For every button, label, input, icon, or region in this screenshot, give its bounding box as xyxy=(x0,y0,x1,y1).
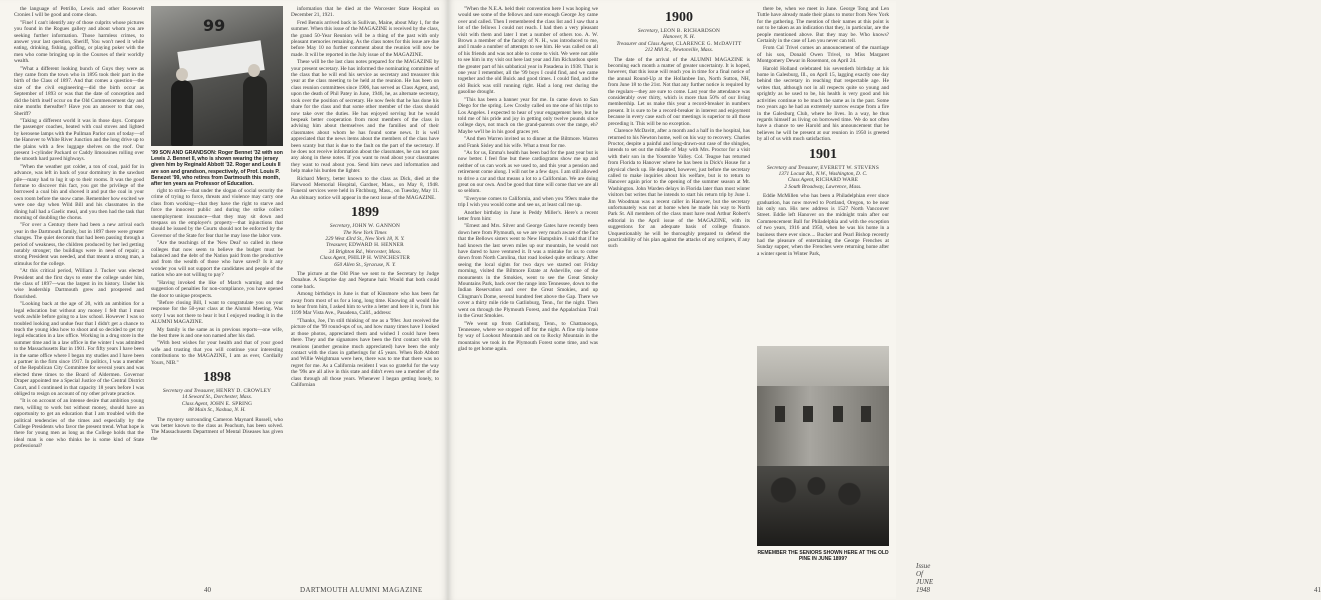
paragraph: "Taking a different world it was in those days. Compare the passenger coaches, heated with coal stoves and lighted by kerosene lamps with the Pullman Parlor cars of today—of the Hanover to White River Junction and the long drive up to the plains with a few luggage shelves on the roof. Our present 1-cylinder Packard or Caddy limousines rolling over the smooth hard paved highways. xyxy=(14,117,144,163)
paragraph: there be, when we meet in June. George Tong and Len Tuttle have already made their plans to motor from New York for the gathering. The mention of their names at this point is not to be taken as an indication that they, in particular, are the people mentioned above. But they may be. Who knows? Certainly in the case of Len you never can tell. xyxy=(757,6,889,45)
paragraph: "Everyone comes to California, and when you '99ers make the trip I wish you would come and see us, at least call me up. xyxy=(458,195,598,209)
class-year-heading-1899: 1899 xyxy=(351,205,379,221)
left-page xyxy=(0,0,448,600)
paragraph: the language of Petrillo, Lewis and other Roosevelt Cronies I will be good and come clean. xyxy=(14,6,144,19)
paragraph: Eddie McMillen who has been a Philadelphian ever since graduation, has now moved to Portland, Oregon, to be near his only son. His new address is 1527 North Vancouver Street. Eddie left Hanover on the midnight train after our Commencement Ball for Philadelphia and with the exception of two years, 1916 and 1950, when he was his home in a business there ever since.... Bucker and Pearl Bishop recently had the pleasure of entertaining the George Frenches at Sunday supper, when the Frenches were returning home after a winter spent in Winter Park, xyxy=(757,193,889,257)
paragraph: "Thanks, Joe, I'm still thinking of me as a '99er. Just received the picture of the '99 round-ups of us, and how many times have I looked at those photos, appreciated them and wished I could have been there. They and the signatures have been the first contact with the reunions (another genuine much appreciated) have been the only contact with the class in gatherings for 45 years. When Rob Abbott and Willie Weightman were here, there was to me that there was no regret for me. As a California resident I was so grateful for the way the '99s are all alive in this state and didn't even see a member of the class through all those years. Whenever I began getting lonely, to Californian xyxy=(291,317,439,388)
paragraph: "It is on account of an intense desire that ambition young men, willing to work but without money, should have an opportunity to get an education that I am troubled with the political tendencies of the times and especially by the College Presidents who favor the present trend. What hope is there for young men as long as the College holds that the ideal man is one who thinks he is some kind of State professional? xyxy=(14,398,144,450)
paragraph: "When the weather got colder, a ton of coal, paid for in advance, was left in back of your dormitory in the sawdust pile—many had to lug it up to their rooms. It was the good fortune to discover this fact, you got the privilege of the borrowed a coal bin and shoved it and put the coal in your own room before the snow came. Remember how excited we were one day when Wild Bill and his classmates in the dining hall had a Gaelic meal, and you then had the task that morning of doubling the chorus. xyxy=(14,163,144,221)
paragraph: "Ernest and Mrs. Silver and George Gates have recently been down here from Plymouth, so we are very much aware of the fact that the Bellows sisters went to New Hampshire. I said that if he had known the last seven miles up our mountain, he would not have dared to have ventured it. It was a mistake for us to come down from North Carolina, that road looked quite ordinary. After seeing the local sights for two days we started out Friday morning, visited the Biltmore Estate at Asheville, one of the monuments in the Smokies, went to see the Great Smoky Mountains Park, back over the range into Tennessee, down to the Indian Reservation and over the Great Smokies, and up Clingman's Dome, several hundred feet above the Gap. There we cover a thirty mile ride to Gatlinburg, Tenn., for the night. Then went on through the Plymouth Forest, and the Appalachian Trail in the Great Smokies. xyxy=(458,223,598,320)
class-officers-1899: Secretary, JOHN W. GANNON The New York Times 229 West 43rd St., New York 18, N. Y. Treasurer, EDWARD H. HENNER 34 Brighton Rd., Worcester, Mass. Class Agent, PHILIP H. WINCHESTER 650 Allen St., Syracuse, N. Y. xyxy=(319,223,411,268)
photo-window xyxy=(775,406,785,422)
class-year-heading-1900: 1900 xyxy=(665,10,693,25)
paragraph: "Are the teachings of the 'New Deal' so called in these colleges that now seem to believe the budget must be balanced and the debt of the Nation paid from the productive and from the wealth of those who have saved? Is it any wonder you will not support the candidates and people of the nation who are not willing to pay? xyxy=(151,240,283,279)
photo-figure xyxy=(243,76,267,146)
photo-window xyxy=(861,406,871,422)
photo-caption: '99 SON AND GRANDSON: Roger Bennet '32 with son Lewis J. Bennet II, who is shown wearing the jersey given him by Reginald Abbott '32. Roger and Louis II are son and grandson, respectively, of Prof. Louis P. Benezet '99, who retires from Dartmouth this month, after ten years as Professor of Education. xyxy=(151,150,283,188)
paragraph: "Before closing Bill, I want to congratulate you on your response for the 50-year class at the Alumni Meeting. Was sorry I was not there to hear it but I enjoyed reading it in the ALUMNI MAGAZINE. xyxy=(151,299,283,326)
paragraph: Among birthdays in June is that of Kinsmore who has been far away from most of us for a long, long time. Knowing all would like to hear from him, I asked him to write a letter and here it is, from his 1199 Mar Vista Ave., Pasadena, Calif., address: xyxy=(291,291,439,317)
paragraph: "This has been a banner year for me. In came down to San Diego for the spring. Lew Crosby called on me one of his trips to Los Angeles. I expected to hear of your engagement here, but he told me of his pride and joy in getting only twelve pounds since college days, not much on the grand-parents over the range, eh? Maybe we'll be in his good graces yet. xyxy=(458,96,598,135)
paragraph: Harold Holland celebrated his seventieth birthday at his home in Galesburg, Ill., on April 15, lagging exactly one day behind the secretary in reaching that respectable age. He writes that, although not in all respects quite so young and sprightly as he used to be, his health is very good and his activities continue to be much the same as in the past. Some two years ago he had an extremely narrow escape from a fire in the Galesburg Club, where he lives. In a way, he thus regards himself as living on borrowed time. We do not often have a chance to see Harold and his announcement that he believes he will be present at our reunion in 1950 is greeted by all of us with much satisfaction. xyxy=(757,65,889,143)
paragraph: "What a different looking bunch of Guys they were as they came from the town who in 1895 took their part in the birth of the Class of 1897. And that comes a question—the size of the civil engineering—did the birth occur as September of 1893 or was that the date of conception and did the birth itself occur on the Old Commencement day and nine months thereafter? Have you an answer to that one, Sheriff? xyxy=(14,65,144,117)
right-column-2 xyxy=(608,6,750,572)
paragraph: "At this critical period, William J. Tucker was elected President and the first days to enter the college under him, the class of 1897—was the largest in its history. Under his wise leadership Dartmouth grew and prospered and flourished. xyxy=(14,268,144,300)
paragraph: The date of the arrival of the ALUMNI MAGAZINE is becoming each month a matter of greater uncertainty. It is hoped, however, that this issue will reach you in time for a final notice of the annual Round-Up at the Hollanbee Inn, North Sutton, NH, from June 18 to the 21st. Not that any further notice is required by the regulars—they are sure to come. Last year the attendance was considerably over thirty, which is more than 50% of our living membership. Let us make this year a record-breaker in numbers present. It is sure to be a record-breaker in interest and enjoyment because in every case each of our meetings is superior to all those preceding it. This will be no exception. xyxy=(608,56,750,127)
paragraph: From Cal Trivel comes an announcement of the marriage of his son, Donald Owen Trivel, to Miss Margaret Montgomery Dewar in Rosemont, on April 24. xyxy=(757,45,889,65)
paragraph: Richard Merry, better known to the class as Dick, died at the Harwood Memorial Hospital, Gardner, Mass., on May 8, 1948. Funeral services were held in Fitchburg, Mass., on Tuesday, May 11. An obituary notice will appear in the next issue of the MAGAZINE. xyxy=(291,175,439,201)
paragraph: "Looking back at the age of 20, with an ambition for a legal education but without any money I felt that I must work awhile before going to a law school. However I was so troubled looking and undue fear that I didn't get a chance to teach the young idea how to shoot and so decided to get my legal education in a law office. Working in a drug store in the summer time and in a law office in the winter I was admitted to the Massachusetts Bar in 1901. For fifty years I have been in the same office where I began my studies and I have been a partner in the firm since 1917. In politics, I was a member of the Republican City Committee for several years and was elected three times to the Board of Aldermen. Governor Draper appointed me a Special Justice of the Central District Court, and I continued in that capacity 18 years before I was obliged to resign on account of my other private practice. xyxy=(14,301,144,397)
paragraph: "As for us, Emma's health has been bad for the past year but is now better. I feel fine but these cardiograms show me up and neither of us can work as we used to, and this year a pension and retirement come along. I will not be a few days. I am still allowed to drive a car and that means a lot to a Californian. We are doing great on our own. And be good that time will come that we are all so seldom. xyxy=(458,149,598,195)
left-column-1 xyxy=(14,6,144,572)
photo-crowd xyxy=(757,466,889,546)
class-officers-1901: Secretary and Treasurer, EVERETT W. STEVENS 1371 Locust Rd., N.W., Washington, D. C. Class Agent, RICHARD WARE 2 South Broadway, Lawrence, Mass. xyxy=(767,164,879,190)
right-column-1 xyxy=(458,6,598,572)
paragraph: The mystery surrounding Cameron Maynard Russell, who was better known to the class as Peachum, has been solved. The Massachusetts Department of Mental Diseases has given the xyxy=(151,416,283,442)
class-officers-1900: Secretary, LEON B. RICHARDSON Hanover, N. H. Treasurer and Class Agent, CLARENCE G. McDAVITT 212 Mill St., Newtonville, Mass. xyxy=(616,28,742,54)
paragraph: right to strike—that under the slogan of social security the crime of trying to force, threats and violence may carry one class from working—that they have the right to starve and force the innocent public and during the strike collect unemployment insurance—that they may sit down and trespass on the employer's property—that injunctions that should be issued by the Courts should not be enforced by the Governor of the State for fear that he may lose the labor vote. xyxy=(151,188,283,239)
photo-jersey-mark: 99 xyxy=(203,16,226,35)
photo-caption: REMEMBER THE SENIORS SHOWN HERE AT THE OLD PINE IN JUNE 1899? xyxy=(757,550,889,562)
old-pine-seniors-photo xyxy=(757,346,889,546)
paragraph: My family is the same as in previous reports—one wife, the best three is and one son named after his dad. xyxy=(151,326,283,339)
class-year-heading-1901: 1901 xyxy=(809,146,837,162)
paragraph: Another birthday in June is Peddy Miller's. Here's a recent letter from him: xyxy=(458,209,598,222)
page-number-right: 41 xyxy=(1314,586,1321,594)
photo-figure xyxy=(171,80,193,146)
paragraph: "When the N.E.A. held their convention here I was hoping we would see some of the fellows and sure enough George Joy came over and called. Then I remembered the class list and I saw that a lot of the fellows I could not reach. I had then a very pleasant visit with them and later I met a number of others too. A. W. Brown a member of the faculty of N. H., was introduced to me, and I made a number of attempts to see him. He was called on all of his friends and was not able to come to visit. We were not able to see him in my visit out here last year and Jim Richardson spent the greater part of his sabbatical year in Pasadena in 1938. That is one year I remember, all the '99 boys I could find, and we came together and the old Buick and good times. I could find, and the old Buick was still running right. Had a long rest during the gasoline drought. xyxy=(458,6,598,96)
class-year-heading-1898: 1898 xyxy=(203,369,231,385)
issue-date-footer: Issue Of JUNE 1948 xyxy=(916,562,934,594)
page-number-left: 40 xyxy=(204,586,211,594)
paragraph: "Fine! I can't identify any of those culprits whose pictures you found in the Rogues gallery and about whom you are seeking further information. Those harmless crimes, to answer your last question, Sheriff, You won't need it while eating, drinking, fishing, golfing, or playing poker with the men who come bringing up in the Courses of their worldly wealth. xyxy=(14,19,144,65)
photo-building xyxy=(757,386,889,476)
photo-window xyxy=(833,406,843,422)
left-column-3 xyxy=(291,6,439,572)
paragraph: "And then Warren invited us to dinner at the Biltmore. Warren and Frank Sisley and his wife. What a treat for me. xyxy=(458,136,598,149)
right-page xyxy=(448,0,1321,600)
class-officers-1898: Secretary and Treasurer, HENRY D. CROWLEY 14 Seward St., Dorchester, Mass. Class Agent, JOHN E. SPRING 88 Main St., Nashua, N. H. xyxy=(162,387,272,414)
paragraph: Clarence McDavitt, after a month and a half in the hospital, has returned to his Newton home, well on his way to recovery. Charles Proctor, despite a painful and long-drawn-out case of the shingles, intends to set out the middle of May with Mrs. Proctor for a visit with their son in the Yosemite Valley. Col. Teague has returned from Florida to Hanover where he has been in Dick's House for a physical check up. He departed, however, just before the secretary called to make inquiries about his welfare, but is to return to Hanover again prior to the opening of the summer season at Mt. Washington. John Warden delays in Florida later than most winter visitors but writes that he intends to start his return trip by June 1. Jim Woodman was a recent caller in Hanover, but the secretary unfortunately was not at home when he made his way to North Park St. All members of the class must have read Arthur Robert's editorial in the April issue of the MAGAZINE, with its suggestions for an adequate basis of college finance. Unquestionably he will be thoroughly prepared to defend the practicability of his plan against the attacks of any scripters, if any such xyxy=(608,128,750,250)
paragraph: "We went up from Gatlinburg, Tenn., to Chattanooga, Tennessee, where we stopped off for the night. A fine trip home by way of Lookout Mountain and on to Rocky Mountain in the mountains we took in the Plymouth Forest some time, and was glad to get home again. xyxy=(458,320,598,353)
paragraph: These will be the last class notes prepared for the MAGAZINE by your present secretary. He has informed the nominating committee of the class that he will end his service as secretary and treasurer this year at the class meeting to be held at the reunion. He has been on class reunion committees since 1906, has served as Class Agent, and, upon the death of Phil Patey in June, 1946, he, as alternate secretary, took over the position of secretary. He now feels that he has done his share for the class and that some other member of the class should now take over the duties. He has enjoyed serving but he would bespeak better cooperation from most members of the class in advising him about themselves and the families and of their classmates about whom he has found some news. It is well appreciated that the news items about the members of the class have been scanty but that is due to the fault on the part of the secretary. If he does not receive information about the classmates, he can not pass any along in these notes. If you want to read about your classmates they want to read about you. Send him news and information and help make his burden the lighter. xyxy=(291,59,439,175)
paragraph: "Having invoked the like of March warning and the suggestion of penalties for non-compliance, you have opened the door to unique prospects. xyxy=(151,279,283,299)
paragraph: "For over a Century there had been a new arrival each year in the Dartmouth family, but in 1897 there were greater changes. The quiet decorum that had been passing through a period of weakness, the children produced by her led getting notably stronger; the buildings were in need of repair; a strong President was needed, and that meant a strong man, a stimulus for the college. xyxy=(14,222,144,267)
paragraph: The picture at the Old Pine we sent to the Secretary by Judge Donahue. A Surprise day and Neptune hair. Would that both could come back. xyxy=(291,271,439,290)
left-column-2 xyxy=(151,188,283,572)
photo-window xyxy=(803,406,813,422)
paragraph: Fred Bennis arrived back in Sullivan, Maine, about May 1, for the summer. When this issue of the MAGAZINE is received by the class, the grand 50-Year Reunion will be a thing of the past with only pleasant memories remaining. As the class notes for this issue are due before May 10 no further comment about the reunion will now be made. It will be reported in the July issue of the MAGAZINE. xyxy=(291,19,439,58)
right-column-3 xyxy=(757,6,889,336)
paragraph: "With best wishes for your health and that of your good wife and trusting that you will continue your interesting contributions to the MAGAZINE, I am as ever, Cordially Yours, NIB." xyxy=(151,340,283,366)
paragraph: information that he died at the Worcester State Hospital on December 21, 1921. xyxy=(291,6,439,19)
son-grandson-photo xyxy=(151,6,283,146)
magazine-title-footer: DARTMOUTH ALUMNI MAGAZINE xyxy=(300,586,423,594)
